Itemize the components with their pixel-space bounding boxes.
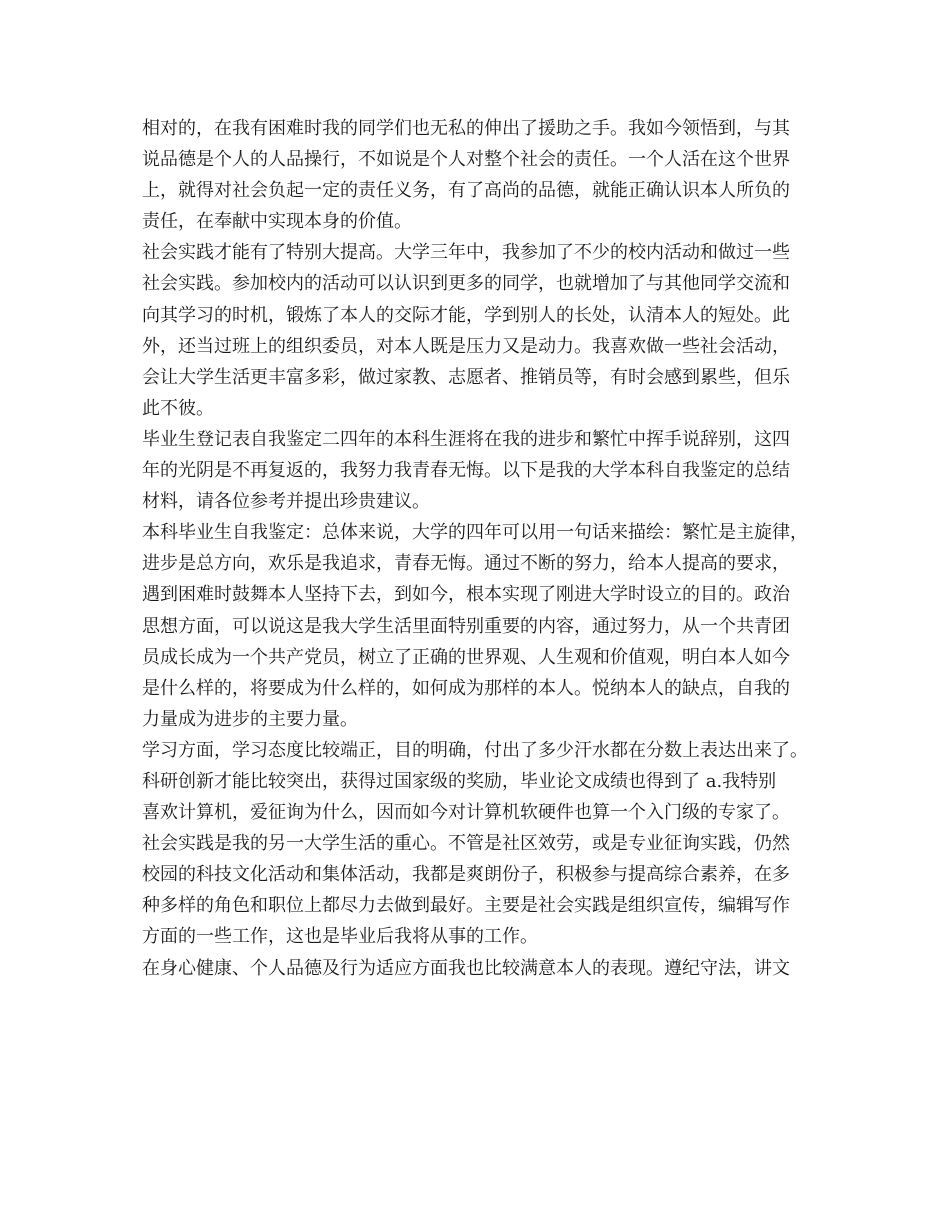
text-line: 责任，在奉献中实现本身的价值。 xyxy=(142,211,412,233)
text-line: 会让大学生活更丰富多彩，做过家教、志愿者、推销员等，有时会感到累些，但乐 xyxy=(142,366,790,388)
text-line: 在身心健康、个人品德及行为适应方面我也比较满意本人的表现。遵纪守法，讲文 xyxy=(142,957,790,979)
text-line: 遇到困难时鼓舞本人坚持下去，到如今，根本实现了刚进大学时设立的目的。政治 xyxy=(142,584,790,606)
text-line: 毕业生登记表自我鉴定二四年的本科生涯将在我的进步和繁忙中挥手说辞别，这四 xyxy=(142,428,790,450)
text-line: 向其学习的时机，锻炼了本人的交际才能，学到别人的长处，认清本人的短处。此 xyxy=(142,304,790,326)
text-line: 年的光阴是不再复返的，我努力我青春无悔。以下是我的大学本科自我鉴定的总结 xyxy=(142,460,790,482)
text-line: 思想方面，可以说这是我大学生活里面特别重要的内容，通过努力，从一个共青团 xyxy=(142,615,790,637)
text-line: 此不彼。 xyxy=(142,397,214,419)
text-line: 是什么样的，将要成为什么样的，如何成为那样的本人。悦纳本人的缺点，自我的 xyxy=(142,677,790,699)
text-line: 社会实践是我的另一大学生活的重心。不管是社区效劳，或是专业征询实践，仍然 xyxy=(142,833,790,855)
text-line: 说品德是个人的人品操行，不如说是个人对整个社会的责任。一个人活在这个世界 xyxy=(142,149,790,171)
text-line: 上，就得对社会负起一定的责任义务，有了高尚的品德，就能正确认识本人所负的 xyxy=(142,180,790,202)
text-line: 社会实践。参加校内的活动可以认识到更多的同学，也就增加了与其他同学交流和 xyxy=(142,273,790,295)
text-line: 外，还当过班上的组织委员，对本人既是压力又是动力。我喜欢做一些社会活动， xyxy=(142,335,790,357)
text-line: 材料，请各位参考并提出珍贵建议。 xyxy=(142,491,430,513)
text-line: 校园的科技文化活动和集体活动，我都是爽朗份子，积极参与提高综合素养，在多 xyxy=(142,864,790,886)
text-line: 种多样的角色和职位上都尽力去做到最好。主要是社会实践是组织宣传，编辑写作 xyxy=(142,895,790,917)
text-line: 方面的一些工作，这也是毕业后我将从事的工作。 xyxy=(142,926,538,948)
text-line: 力量成为进步的主要力量。 xyxy=(142,708,358,730)
text-line: 相对的，在我有困难时我的同学们也无私的伸出了援助之手。我如今领悟到，与其 xyxy=(142,118,790,139)
text-line: 本科毕业生自我鉴定：总体来说，大学的四年可以用一句话来描绘：繁忙是主旋律， xyxy=(142,522,808,544)
document-text-body xyxy=(142,113,832,984)
text-line: 科研创新才能比较突出，获得过国家级的奖励，毕业论文成绩也得到了 a.我特别 xyxy=(142,770,777,792)
text-line: 喜欢计算机，爱征询为什么，因而如今对计算机软硬件也算一个入门级的专家了。 xyxy=(142,802,790,824)
text-line: 进步是总方向，欢乐是我追求，青春无悔。通过不断的努力，给本人提高的要求， xyxy=(142,553,790,575)
text-line: 社会实践才能有了特别大提高。大学三年中，我参加了不少的校内活动和做过一些 xyxy=(142,242,790,264)
text-line: 员成长成为一个共产党员，树立了正确的世界观、人生观和价值观，明白本人如今 xyxy=(142,646,790,668)
text-line: 学习方面，学习态度比较端正，目的明确，付出了多少汗水都在分数上表达出来了。 xyxy=(142,739,808,761)
